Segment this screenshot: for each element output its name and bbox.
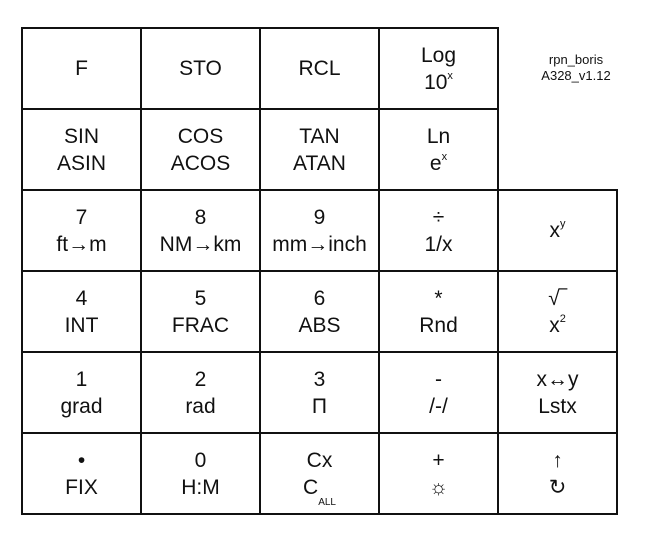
key-primary-label: 0: [194, 448, 207, 472]
superscript: 2: [559, 312, 566, 325]
key-primary-label: Ln: [426, 124, 451, 148]
enter-key[interactable]: [497, 432, 618, 515]
sin-key[interactable]: [21, 108, 142, 191]
key-primary-label: 2: [194, 367, 207, 391]
key-primary-label: 9: [313, 205, 326, 229]
key-secondary-label: NM→km: [159, 232, 242, 256]
key-primary-label: Cx: [306, 448, 333, 472]
up-arrow-icon: ↑: [552, 448, 563, 472]
cx-key[interactable]: [259, 432, 380, 515]
key-primary-label: 8: [194, 205, 207, 229]
key-secondary-label: ASIN: [56, 151, 106, 175]
key-primary-label: STO: [179, 57, 222, 80]
rotate-icon: ↻: [548, 475, 567, 499]
one-key[interactable]: [21, 351, 142, 434]
key-secondary-label: ACOS: [170, 151, 231, 175]
key-primary-label: 3: [313, 367, 326, 391]
key-secondary-label: Lstx: [538, 394, 577, 418]
tan-key[interactable]: [259, 108, 380, 191]
key-secondary-label: ATAN: [293, 151, 346, 175]
key-primary-label: 1: [75, 367, 88, 391]
superscript: x: [441, 150, 448, 163]
key-secondary-label: H:M: [181, 475, 220, 499]
multiply-key[interactable]: [378, 270, 499, 353]
superscript: x: [447, 69, 453, 82]
key-secondary-label: Π: [311, 394, 328, 418]
three-key[interactable]: [259, 351, 380, 434]
swap-key[interactable]: [497, 351, 618, 434]
brand-version: A328_v1.12: [541, 68, 611, 83]
key-primary-label: SIN: [63, 124, 99, 148]
key-secondary-label: 1/x: [424, 232, 453, 256]
key-secondary-label: /-/: [429, 394, 448, 418]
key-primary-label: 5: [194, 286, 207, 310]
key-primary-label: x↔y: [536, 367, 579, 391]
nine-key[interactable]: [259, 189, 380, 272]
key-primary-label: ÷: [432, 205, 445, 229]
key-secondary-label: $e^x$: [429, 150, 448, 175]
four-key[interactable]: [21, 270, 142, 353]
rcl-key[interactable]: [259, 27, 380, 110]
plus-key[interactable]: [378, 432, 499, 515]
key-primary-label: RCL: [298, 57, 341, 80]
brightness-icon: ☼: [428, 475, 449, 499]
key-primary-label: •: [77, 448, 86, 472]
log-key[interactable]: [378, 27, 499, 110]
key-secondary-label: $C_{ALL}$: [303, 475, 336, 508]
cos-key[interactable]: [140, 108, 261, 191]
key-secondary-label: ABS: [298, 313, 341, 337]
two-key[interactable]: [140, 351, 261, 434]
seven-key[interactable]: [21, 189, 142, 272]
subscript: ALL: [318, 496, 336, 508]
zero-key[interactable]: [140, 432, 261, 515]
key-primary-label: -: [435, 367, 442, 391]
eight-key[interactable]: [140, 189, 261, 272]
key-primary-label: TAN: [299, 124, 340, 148]
key-primary-label: +: [432, 448, 445, 472]
key-primary-label: 7: [75, 205, 88, 229]
key-primary-label: *: [434, 286, 443, 310]
sto-key[interactable]: [140, 27, 261, 110]
key-primary-label: 6: [313, 286, 326, 310]
key-secondary-label: 10$^x$: [424, 69, 453, 94]
key-secondary-label: $x^2$: [549, 312, 566, 337]
key-secondary-label: grad: [60, 394, 103, 418]
key-secondary-label: FRAC: [171, 313, 230, 337]
key-secondary-label: mm→inch: [272, 232, 367, 256]
key-primary-label: F: [75, 57, 88, 80]
ln-key[interactable]: [378, 108, 499, 191]
divide-key[interactable]: [378, 189, 499, 272]
power-key[interactable]: [497, 189, 618, 272]
key-secondary-label: Rnd: [419, 313, 458, 337]
five-key[interactable]: [140, 270, 261, 353]
six-key[interactable]: [259, 270, 380, 353]
superscript: y: [560, 218, 566, 230]
key-secondary-label: FIX: [65, 475, 98, 499]
key-primary-label: √‾: [548, 286, 567, 310]
key-primary-label: COS: [177, 124, 224, 148]
f-key[interactable]: [21, 27, 142, 110]
brand-name: rpn_boris: [548, 52, 604, 67]
key-primary-label: Log: [420, 43, 457, 67]
key-secondary-label: ft→m: [56, 232, 107, 256]
sqrt-key[interactable]: [497, 270, 618, 353]
key-secondary-label: INT: [64, 313, 99, 337]
minus-key[interactable]: [378, 351, 499, 434]
key-primary-label: 4: [75, 286, 88, 310]
key-secondary-label: rad: [185, 394, 216, 418]
key-primary-label: $x^y$: [549, 218, 566, 242]
dot-key[interactable]: [21, 432, 142, 515]
brand-label: [520, 52, 632, 84]
